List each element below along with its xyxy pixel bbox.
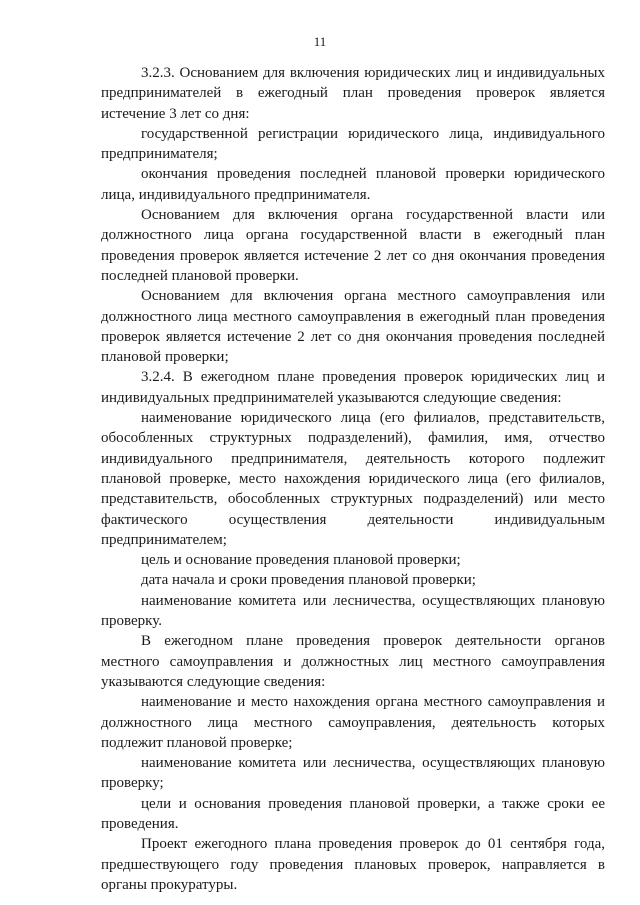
- paragraph-state-authority-basis: Основанием для включения органа государственной власти или должностного лица органа государственной власти в ежегодный план проведения проверок является истечение 2 лет со дня окончания проведения последней плановой проверки.: [101, 207, 605, 284]
- paragraph-local-government-basis: Основанием для включения органа местного самоуправления или должностного лица местного самоуправления в ежегодный план проведения проверок является истечение 2 лет со дня окончания проведения последней плановой проверки;: [101, 288, 605, 366]
- paragraph-state-registration: государственной регистрации юридического лица, индивидуального предпринимателя;: [101, 125, 605, 163]
- paragraph-committee: наименование комитета или лесничества, осуществляющих плановую проверку.: [101, 592, 605, 630]
- paragraph-purpose: цель и основание проведения плановой проверки;: [141, 552, 461, 569]
- page-number: 11: [313, 34, 327, 49]
- paragraph-local-government-plan: В ежегодном плане проведения проверок деятельности органов местного самоуправления и должностных лиц местного самоуправления указываются следующие сведения:: [101, 633, 605, 690]
- paragraph-draft-plan: Проект ежегодного плана проведения проверок до 01 сентября года, предшествующего году проведения плановых проверок, направляется в органы прокуратуры.: [101, 836, 605, 893]
- paragraph-local-government-name: наименование и место нахождения органа местного самоуправления и должностного лица местного самоуправления, деятельность которых подлежит плановой проверке;: [101, 694, 605, 751]
- paragraph-3-2-4: 3.2.4. В ежегодном плане проведения проверок юридических лиц и индивидуальных предпринимателей указываются следующие сведения:: [101, 369, 605, 406]
- paragraph-3-2-3: 3.2.3. Основанием для включения юридических лиц и индивидуальных предпринимателей в ежегодный план проведения проверок является истечение 3 лет со дня:: [101, 65, 605, 122]
- paragraph-goals-dates: цели и основания проведения плановой проверки, а также сроки ее проведения.: [101, 795, 605, 832]
- paragraph-entity-name-details: наименование юридического лица (его филиалов, представительств, обособленных структурных подразделений), фамилия, имя, отчество индивидуального предпринимателя, деятельность которого подлежит плановой проверке, место нахождения юридического лица (его филиалов, представительств, обособленных структурных подразделений) или место фактического осуществления деятельности индивидуальным предпринимателем;: [101, 410, 605, 548]
- paragraph-dates: дата начала и сроки проведения плановой проверки;: [141, 572, 476, 589]
- paragraph-last-inspection-end: окончания проведения последней плановой проверки юридического лица, индивидуального предпринимателя.: [101, 166, 605, 203]
- paragraph-committee-2: наименование комитета или лесничества, осуществляющих плановую проверку;: [101, 755, 605, 792]
- document-body: [101, 63, 605, 895]
